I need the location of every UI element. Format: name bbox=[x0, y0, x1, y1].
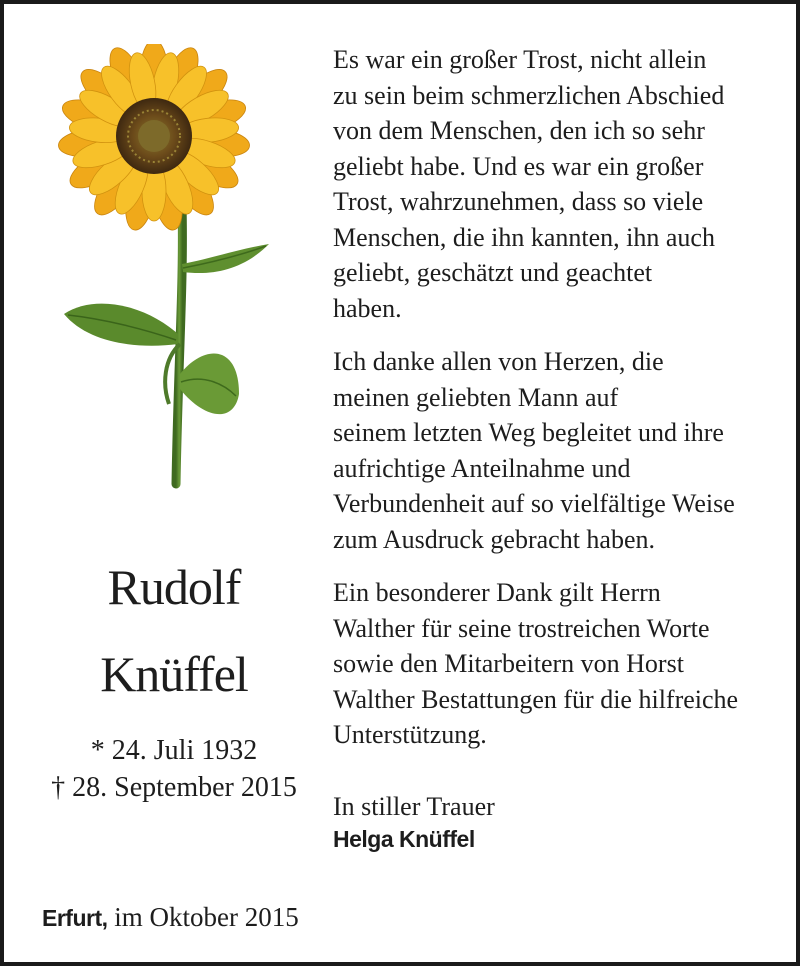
deceased-last-name: Knüffel bbox=[100, 646, 248, 702]
text-line: Unterstützung. bbox=[333, 720, 487, 749]
text-line: Trost, wahrzunehmen, dass so viele bbox=[333, 187, 704, 216]
text-line: geliebt habe. Und es war ein großer bbox=[333, 151, 704, 181]
text-line: Walther für seine trostreichen Worte bbox=[333, 613, 710, 643]
text-line: Ein besonderer Dank gilt Herrn bbox=[333, 578, 661, 607]
text-line: von dem Menschen, den ich so sehr bbox=[333, 116, 705, 145]
text-line: Verbundenheit auf so vielfältige Weise bbox=[333, 489, 735, 518]
gratitude-paragraph-2 bbox=[333, 344, 773, 557]
text-line: zu sein beim schmerzlichen Abschied bbox=[333, 80, 725, 110]
death-date: † 28. September 2015 bbox=[51, 772, 297, 803]
text-line: Ich danke allen von Herzen, die bbox=[333, 347, 664, 376]
text-line: Es war ein großer Trost, nicht allein bbox=[333, 45, 707, 74]
birth-date: * 24. Juli 1932 bbox=[90, 735, 258, 766]
place-date-line bbox=[42, 902, 299, 933]
text-line: Menschen, die ihn kannten, ihn auch bbox=[333, 222, 715, 252]
text-line: aufrichtige Anteilnahme und bbox=[333, 453, 631, 483]
text-line: meinen geliebten Mann auf bbox=[333, 382, 619, 412]
signature-name: Helga Knüffel bbox=[333, 826, 475, 852]
gratitude-paragraph-1 bbox=[333, 42, 773, 326]
place: Erfurt, bbox=[42, 905, 108, 931]
text-line: haben. bbox=[333, 293, 402, 323]
sunflower-icon bbox=[54, 44, 294, 489]
text-line: seinem letzten Weg begleitet und ihre bbox=[333, 418, 724, 447]
signature-intro: In stiller Trauer bbox=[333, 792, 495, 821]
text-line: geliebt, geschätzt und geachtet bbox=[333, 258, 653, 287]
text-line: Walther Bestattungen für die hilfreiche bbox=[333, 684, 739, 714]
gratitude-paragraph-3 bbox=[333, 575, 773, 753]
text-line: sowie den Mitarbeitern von Horst bbox=[333, 649, 684, 678]
text-line: zum Ausdruck gebracht haben. bbox=[333, 524, 656, 554]
date: im Oktober 2015 bbox=[114, 902, 299, 932]
deceased-first-name: Rudolf bbox=[107, 559, 241, 615]
